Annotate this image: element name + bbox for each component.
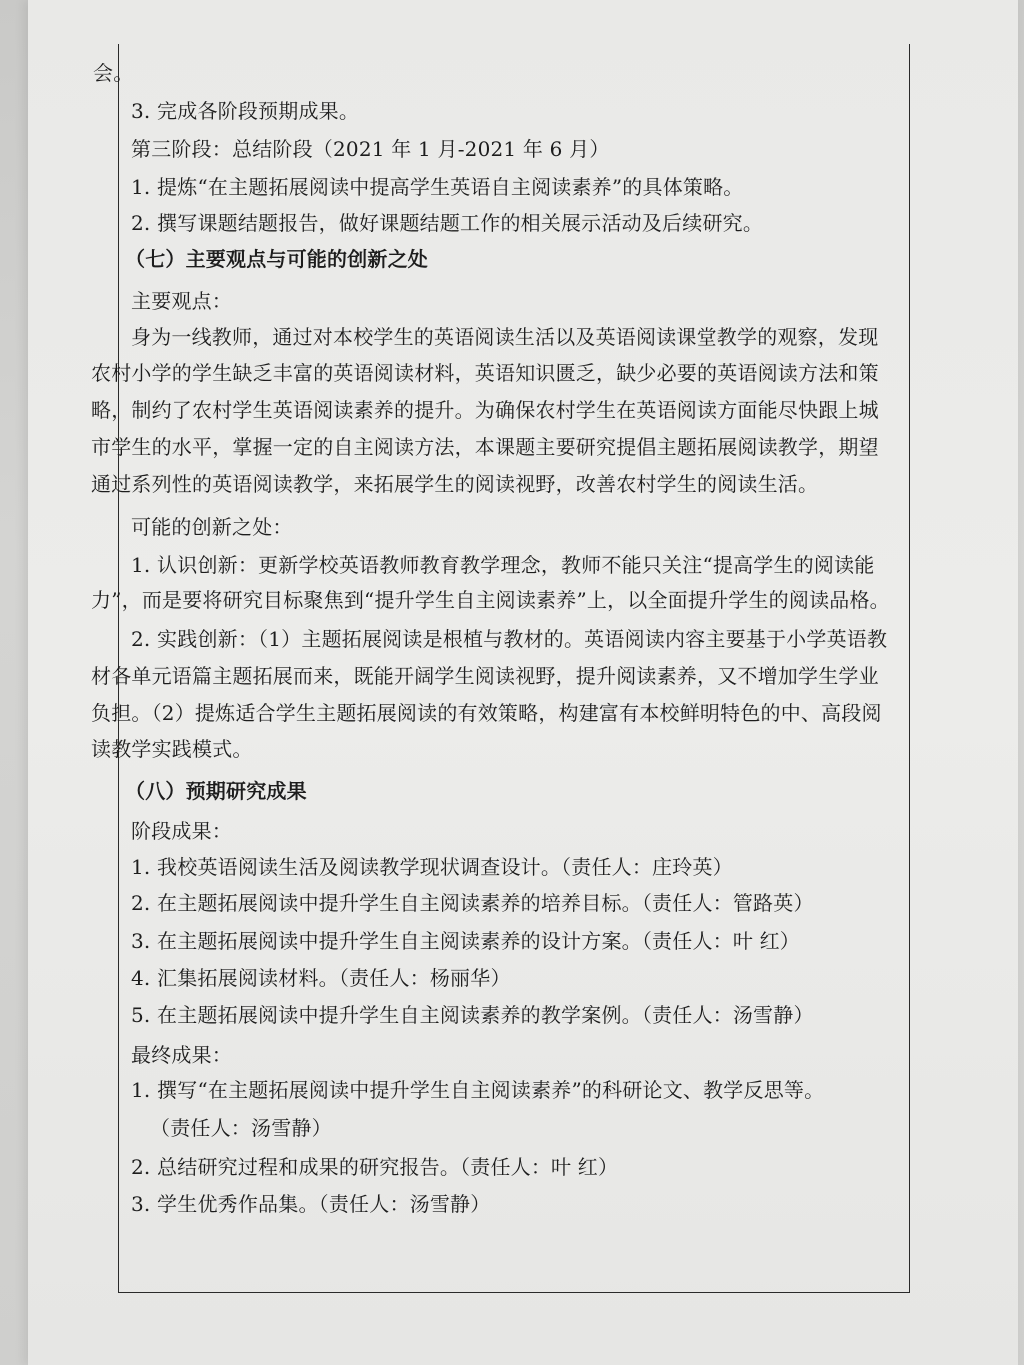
text-line: 会。 xyxy=(93,61,134,85)
text-line: 5. 在主题拓展阅读中提升学生自主阅读素养的教学案例。（责任人：汤雪静） xyxy=(131,1003,814,1027)
section-heading-7: （七）主要观点与可能的创新之处 xyxy=(125,247,428,271)
text-line: （责任人：汤雪静） xyxy=(150,1116,332,1140)
section-heading-8: （八）预期研究成果 xyxy=(125,779,307,803)
text-line: 4. 汇集拓展阅读材料。（责任人：杨丽华） xyxy=(131,966,511,990)
text-line: 3. 完成各阶段预期成果。 xyxy=(131,99,360,123)
text-line: 3. 在主题拓展阅读中提升学生自主阅读素养的设计方案。（责任人：叶 红） xyxy=(131,929,800,953)
text-line: 身为一线教师，通过对本校学生的英语阅读生活以及英语阅读课堂教学的观察，发现 xyxy=(131,325,879,349)
text-line: 3. 学生优秀作品集。（责任人：汤雪静） xyxy=(131,1192,491,1216)
text-line: 最终成果： xyxy=(131,1043,232,1067)
text-line: 1. 提炼“在主题拓展阅读中提高学生英语自主阅读素养”的具体策略。 xyxy=(131,175,744,199)
text-line: 1. 撰写“在主题拓展阅读中提升学生自主阅读素养”的科研论文、教学反思等。 xyxy=(131,1078,825,1102)
text-line: 可能的创新之处： xyxy=(131,515,293,539)
text-line: 主要观点： xyxy=(131,289,232,313)
text-line: 2. 实践创新：（1）主题拓展阅读是根植与教材的。英语阅读内容主要基于小学英语教 xyxy=(131,627,888,651)
text-line: 阶段成果： xyxy=(131,819,232,843)
text-line: 通过系列性的英语阅读教学，来拓展学生的阅读视野，改善农村学生的阅读生活。 xyxy=(91,472,819,496)
text-line: 力”，而是要将研究目标聚焦到“提升学生自主阅读素养”上，以全面提升学生的阅读品格。 xyxy=(91,588,890,612)
text-line: 负担。（2）提炼适合学生主题拓展阅读的有效策略，构建富有本校鲜明特色的中、高段阅 xyxy=(91,701,882,725)
text-line: 略，制约了农村学生英语阅读素养的提升。为确保农村学生在英语阅读方面能尽快跟上城 xyxy=(91,398,879,422)
text-line: 第三阶段：总结阶段（2021 年 1 月-2021 年 6 月） xyxy=(131,137,610,161)
text-line: 市学生的水平，掌握一定的自主阅读方法，本课题主要研究提倡主题拓展阅读教学，期望 xyxy=(91,435,879,459)
text-line: 读教学实践模式。 xyxy=(91,737,253,761)
text-line: 2. 在主题拓展阅读中提升学生自主阅读素养的培养目标。（责任人：管路英） xyxy=(131,891,814,915)
text-line: 农村小学的学生缺乏丰富的英语阅读材料，英语知识匮乏，缺少必要的英语阅读方法和策 xyxy=(91,361,879,385)
text-line: 材各单元语篇主题拓展而来，既能开阔学生阅读视野，提升阅读素养，又不增加学生学业 xyxy=(91,664,879,688)
text-line: 1. 我校英语阅读生活及阅读教学现状调查设计。（责任人：庄玲英） xyxy=(131,855,733,879)
text-line: 1. 认识创新：更新学校英语教师教育教学理念，教师不能只关注“提高学生的阅读能 xyxy=(131,553,875,577)
text-line: 2. 撰写课题结题报告，做好课题结题工作的相关展示活动及后续研究。 xyxy=(131,211,764,235)
text-line: 2. 总结研究过程和成果的研究报告。（责任人：叶 红） xyxy=(131,1155,619,1179)
